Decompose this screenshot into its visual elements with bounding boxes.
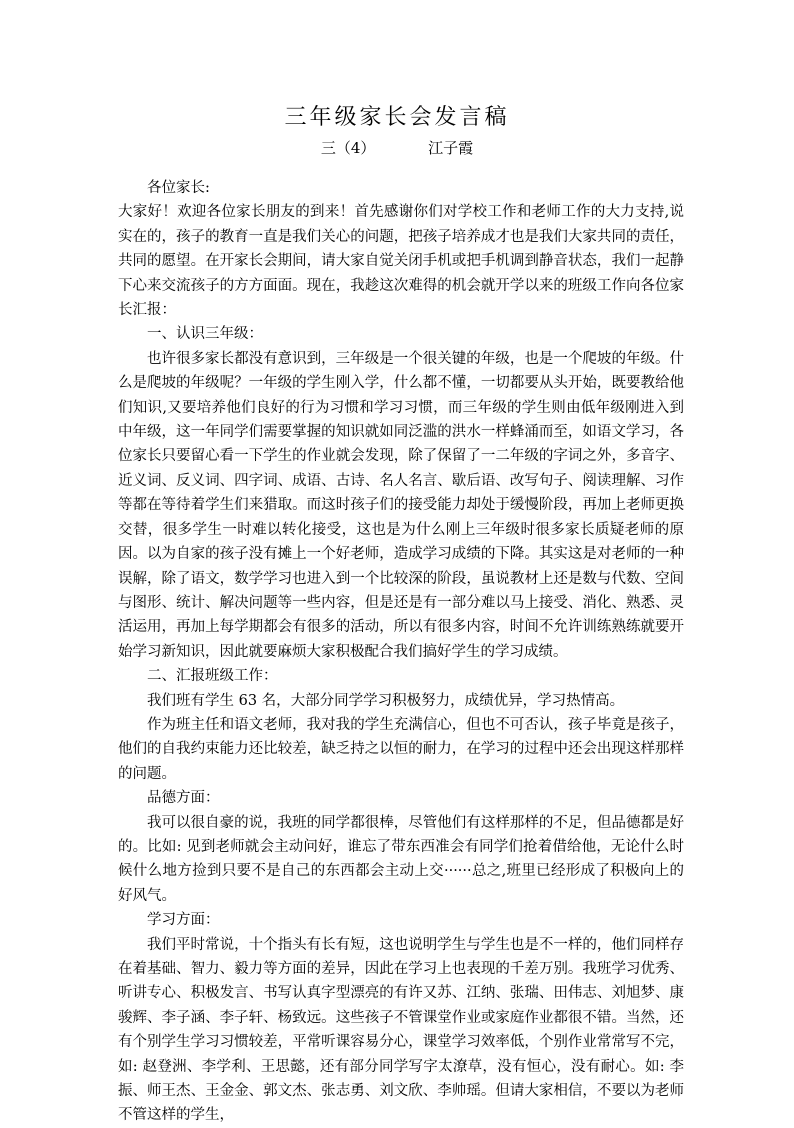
paragraph: 大家好！欢迎各位家长朋友的到来！首先感谢你们对学校工作和老师工作的大力支持,说实在的，孩子的教育一直是我们关心的问题，把孩子培养成才也是我们大家共同的责任，共同的愿望。在开家长会期间，请大家自觉关闭手机或把手机调到静音状态，我们一起静下心来交流孩子的方方面面。现在，我趁这次难得的机会就开学以来的班级工作向各位家长汇报： bbox=[118, 204, 684, 319]
paragraph: 学习方面： bbox=[147, 912, 220, 929]
paragraph: 我可以很自豪的说，我班的同学都很棒，尽管他们有这样那样的不足，但品德都是好的。比如: 见到老师就会主动问好，谁忘了带东西准会有同学们抢着借给他，无论什么时候什么地方捡到只要不是自己的东西都会主动上交······总之,班里已经形成了积极向上的好风气。 bbox=[118, 814, 684, 904]
paragraph: 各位家长: bbox=[147, 180, 210, 196]
paragraph: 我们班有学生 63 名，大部分同学学习积极努力，成绩优异，学习热情高。 bbox=[147, 692, 625, 709]
byline bbox=[0, 137, 794, 158]
document-title: 三年级家长会发言稿 bbox=[284, 105, 510, 130]
paragraph: 二、汇报班级工作： bbox=[147, 668, 278, 685]
document-body bbox=[118, 176, 684, 1128]
class-label: 三（4） bbox=[320, 139, 376, 157]
author-name: 江子霞 bbox=[428, 139, 474, 157]
paragraph: 我们平时常说，十个指头有长有短，这也说明学生与学生也是不一样的，他们同样存在着基础、智力、毅力等方面的差异，因此在学习上也表现的千差万别。我班学习优秀、听讲专心、积极发言、书写认真字型漂亮的有许又苏、江纳、张瑞、田伟志、刘旭梦、康骏辉、李子涵、李子轩、杨致远。这些孩子不管课堂作业或家庭作业都很不错。当然，还有个别学生学习习惯较差，平常听课容易分心，课堂学习效率低，个别作业常常写不完，如: 赵登洲、李学利、王思懿，还有部分同学写字太潦草，没有恒心，没有耐心。如: 李振、师王杰、王金金、郭文杰、张志勇、刘文欣、李帅瑶。但请大家相信，不要以为老师不管这样的学生， bbox=[118, 936, 684, 1124]
paragraph: 也许很多家长都没有意识到，三年级是一个很关键的年级，也是一个爬坡的年级。什么是爬坡的年级呢？一年级的学生刚入学，什么都不懂，一切都要从头开始，既要教给他们知识,又要培养他们良好的行为习惯和学习习惯，而三年级的学生则由低年级刚进入到中年级，这一年同学们需要掌握的知识就如同泛滥的洪水一样蜂涌而至，如语文学习，各位家长只要留心看一下学生的作业就会发现，除了保留了一二年级的字词之外，多音字、近义词、反义词、四字词、成语、古诗、名人名言、歇后语、改写句子、阅读理解、习作等都在等待着学生们来猎取。而这时孩子们的接受能力却处于缓慢阶段，再加上老师更换交替，很多学生一时难以转化接受，这也是为什么刚上三年级时很多家长质疑老师的原因。以为自家的孩子没有摊上一个好老师，造成学习成绩的下降。其实这是对老师的一种误解，除了语文，数学学习也进入到一个比较深的阶段，虽说教材上还是数与代数、空间与图形、统计、解决问题等一些内容，但是还是有一部分难以马上接受、消化、熟悉、灵活运用，再加上每学期都会有很多的活动，所以有很多内容，时间不允许训练熟练就要开始学习新知识，因此就要麻烦大家积极配合我们搞好学生的学习成绩。 bbox=[118, 350, 684, 660]
paragraph: 作为班主任和语文老师，我对我的学生充满信心，但也不可否认，孩子毕竟是孩子，他们的自我约束能力还比较差，缺乏持之以恒的耐力，在学习的过程中还会出现这样那样的问题。 bbox=[118, 716, 684, 782]
paragraph: 品德方面： bbox=[147, 790, 220, 807]
paragraph: 一、认识三年级： bbox=[147, 326, 263, 343]
